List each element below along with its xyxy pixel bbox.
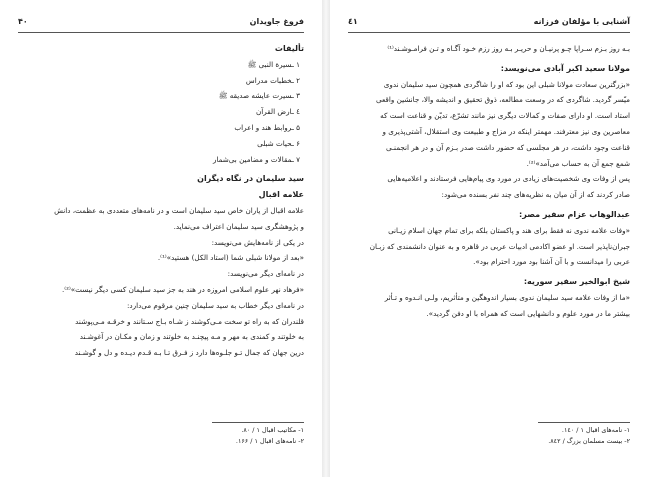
paragraph-line: میّسر گردید. شاگردی که در وسعت مطالعه، ذوق تحقیق و اندیشه والا، جانشین واقعی [375,95,630,105]
left-running-title: فروغ جاویدان [249,17,304,26]
paragraph-line: «فرهاد نهر علوم اسلامی امروزه در هند به جز سید سلیمان کسی دیگر نیست»⁽²⁾. [62,284,304,294]
right-page-header [348,17,630,31]
book-spine [322,0,330,477]
footnote-rule [538,422,630,423]
right-page-number: ٤١ [348,17,358,26]
paragraph-line: «وفات علامه ندوی نه فقط برای هند و پاکستان بلکه برای تمام جهان اسلام زیـانی [388,225,630,235]
works-section-title: تألیفات [274,44,304,53]
paragraph-line: جبران‌ناپذیر است. او عضو اکادمی ادبیات عربی در قاهره و به عنوان دانشمندی که زبـان [369,241,630,251]
footnote-rule [212,422,304,423]
right-footnotes [348,425,630,447]
subsection-heading: علامه اقبال [258,190,304,200]
paragraph-line: معاصرین وی نیز معترفند. مهمتر اینکه در مزاج و طبیعت وی استقلال، آشتی‌پذیری و [382,126,630,136]
paragraph-line: پس از وفات وی شخصیت‌های زیادی در مورد وی پیام‌هایی فرستادند و اعلامیه‌هایی [387,174,630,184]
paragraph-line: صادر کردند که از آن میان به نظریه‌های چند نفر بسنده می‌شود: [441,190,630,200]
footnote: ۲- نامه‌های اقبال ۱ / ۱۶۶. [235,437,304,445]
left-page-number: ۴۰ [18,17,28,26]
paragraph-line: بیشتر ما در مورد علوم و دانشهایی است که همراه با او دفن گردید». [426,308,630,318]
right-page-body [348,41,630,322]
section-heading: شیخ ابوالخیر سفیر سوریه: [523,277,630,287]
section-heading: عبدالوهاب عزام سفیر مصر: [519,209,630,219]
paragraph-line: در نامه‌ای دیگر خطاب به سید سلیمان چنین مرقوم می‌دارد: [127,300,304,310]
list-item: ۱ ـسیرة النبی ﷺ [247,59,300,69]
left-page-body [18,41,304,361]
paragraph-line: عربی را میدانست و با آن آشنا بود مورد احترام بود». [473,257,630,267]
left-page [0,0,322,477]
right-running-title: آشنایی با مؤلفان فرزانه [533,17,630,26]
paragraph-line: شمع جمع آن به حساب می‌آمد»⁽²⁾. [526,158,630,168]
list-item: ۳ ـسیرت عایشه صدیقه ﷺ [218,91,300,101]
list-item: ٤ ـارض القرآن [256,107,300,117]
footnote: ۱- مکاتیب اقبال ۱ / ۸۰. [241,426,304,434]
paragraph-line: و پژوهشگری سید سلیمان اعتراف می‌نماید. [173,221,304,231]
poem-line: قلندران که به راه تو سخت مـی‌کوشند ز شـاه بـاج سـتانند و خرقـه مـی‌پوشند [75,316,304,326]
poem-line: بـه روز بـزم سـراپا چـو پرنیـان و حریـر بـه روز رزم خـود آگـاه و تـن فرامـوشـند⁽¹⁾ [387,44,630,53]
paragraph-line: در یکی از نامه‌هایش می‌نویسد: [211,237,304,247]
section-heading: مولانا سعید اکبر آبادی می‌نویسد: [500,63,630,73]
paragraph-line: در نامه‌ای دیگر می‌نویسد: [227,269,304,279]
right-page [330,0,649,477]
paragraph-line: علامه اقبال از یاران خاص سید سلیمان است و در نامه‌های متعددی به عظمت، دانش [54,205,304,215]
right-header-rule [348,32,630,33]
works-list [18,57,304,168]
left-header-rule [18,32,304,33]
left-footnotes [18,425,304,447]
list-item: ۵ ـروابط هند و اعراب [234,122,300,132]
list-item: ۶ ـحیات شبلی [257,138,300,148]
paragraph-line: «ما از وفات علامه سید سلیمان ندوی بسیار اندوهگین و متأثریم، ولـی انـدوه و تـأثر [384,292,630,302]
footnote: ۱- نامه‌های اقبال ۱ / ۱٤۰. [561,426,630,434]
footnote: ۲- بیست مسلمان بزرگ / ۸٤۲. [548,437,630,445]
paragraph-line: «بزرگترین سعادت مولانا شبلی این بود که او را شاگردی همچون سید سلیمان ندوی [383,79,630,89]
left-page-header [18,17,304,31]
paragraph-line: قناعت وجود داشت، در هر مجلسی که حضور داشت صدر بـزم آن و در هر انجمنـی [385,142,630,152]
list-item: ۲ ـخطبات مدراس [245,75,300,85]
list-item: ۷ ـمقالات و مضامین بی‌شمار [212,154,300,164]
paragraph-line: استاد است. او دارای صفات و کمالات دیگری نیز مانند تشرّع، تدیّن و قناعت است که [380,111,630,121]
poem-line: به خلوتند و کمندی به مهر و مـه پیچنـد به خلوتند و زمان و مکـان در آغوشـند [79,332,304,342]
poem-line: درین جهان که جمال تـو جلـوه‌ها دارد ز فـرق تـا بـه قـدم دیـده و دل و گوشـند [74,348,304,358]
section-heading: سید سلیمان در نگاه دیگران [197,174,304,184]
paragraph-line: «بعد از مولانا شبلی شما (استاد الکل) هستید»⁽¹⁾. [157,253,304,263]
